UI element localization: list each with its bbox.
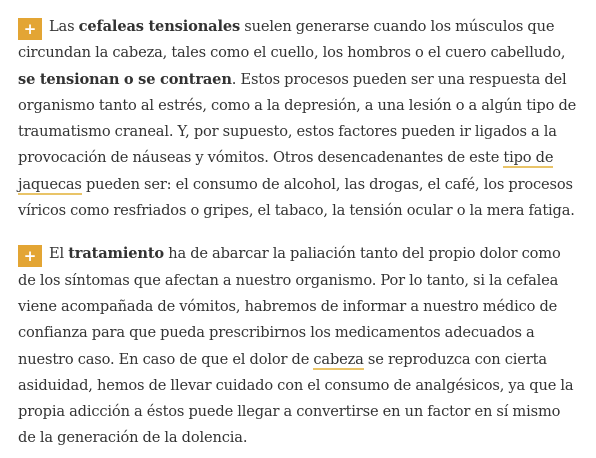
bold-term-tratamiento: tratamiento bbox=[68, 245, 165, 263]
plus-icon[interactable]: + bbox=[18, 245, 42, 267]
text-segment: suelen generarse cuando los músculos que circundan la cabeza, tales como el cuello, los hombros o el cuero cabelludo, bbox=[18, 18, 566, 62]
text-segment: pueden ser: el consumo de alcohol, las drogas, el café, los procesos víricos como resfriados o gripes, el tabaco, la tensión ocular o la mera fatiga. bbox=[18, 175, 575, 220]
text-segment: Las bbox=[49, 18, 79, 35]
text-segment: El bbox=[49, 245, 69, 263]
article-body bbox=[18, 14, 580, 452]
link-tipo-de-jaquecas[interactable]: tipo de jaquecas bbox=[18, 149, 554, 193]
bold-term-cefaleas-tensionales: cefaleas tensionales bbox=[78, 18, 241, 35]
text-segment: . Estos procesos pueden ser una respuesta del organismo tanto al estrés, como a la depresión, a una lesión o a algún tipo de traumatismo craneal. Y, por supuesto, estos factores pueden ir ligados a la provocación de náuseas y vómitos. Otros desencadenantes de este bbox=[18, 70, 577, 167]
plus-icon[interactable]: + bbox=[18, 18, 42, 40]
paragraph-cefaleas-tensionales bbox=[18, 14, 580, 224]
text-segment: se reproduzca con cierta asiduidad, hemos de llevar cuidado con el consumo de analgésicos, ya que la propia adicción a éstos puede llegar a convertirse en un factor en sí mismo de la generación de la dolencia. bbox=[18, 350, 574, 447]
text-segment: ha de abarcar la paliación tanto del propio dolor como de los síntomas que afectan a nuestro organismo. Por lo tanto, si la cefalea viene acompañada de vómitos, habremos de informar a nuestro médico de confianza para que pueda prescribirnos los medicamentos adecuados a nuestro caso. En caso de que el dolor de bbox=[18, 245, 561, 368]
link-cabeza[interactable]: cabeza bbox=[313, 350, 364, 368]
paragraph-tratamiento bbox=[18, 241, 580, 451]
bold-phrase-tensionan: se tensionan o se contraen bbox=[18, 70, 232, 88]
